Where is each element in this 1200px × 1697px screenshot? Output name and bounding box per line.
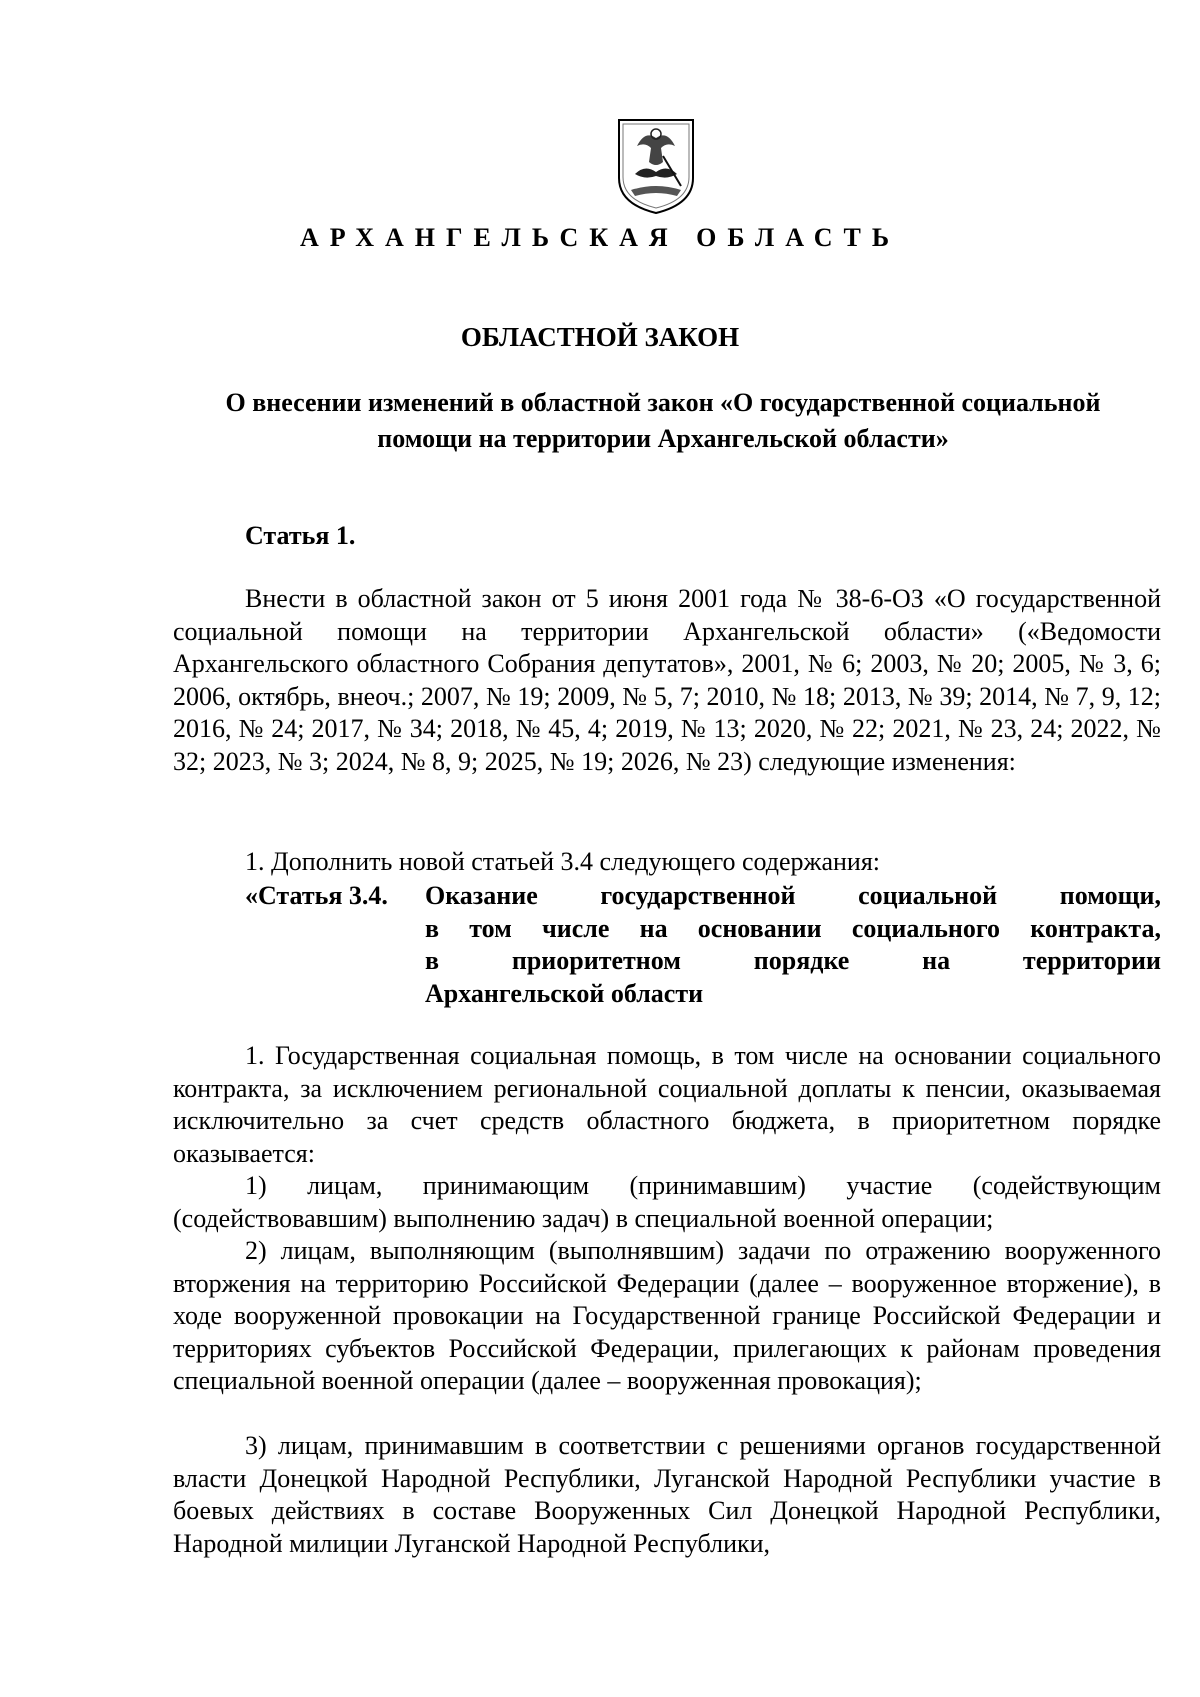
- new-article-title-line-2: в том числе на основании социального контракта,: [425, 913, 1161, 943]
- new-article-subitem-1: 1) лицам, принимающим (принимавшим) участие (содействующим (содействовавшим) выполнению задач) в специальной военной операции;: [173, 1171, 1161, 1233]
- new-article-subitem-2: 2) лицам, выполняющим (выполнявшим) задачи по отражению вооруженного вторжения на территорию Российской Федерации (далее – вооруженное вторжение), в ходе вооруженной провокации на Государственной границе Российской Федерации и территориях субъектов Российской Федерации, прилегающих к районам проведения специальной военной операции (далее – вооруженная провокация);: [173, 1236, 1161, 1395]
- new-article-label: «Статья 3.4.: [245, 881, 388, 910]
- coat-of-arms-icon: [615, 116, 697, 216]
- new-article-paragraph-1: 1. Государственная социальная помощь, в том числе на основании социального контракта, за исключением региональной социальной доплаты к пенсии, оказываемая исключительно за счет средств областного бюджета, в приоритетном порядке оказывается:: [173, 1041, 1161, 1168]
- article-1-intro: Внести в областной закон от 5 июня 2001 года № 38-6-ОЗ «О государственной социальной помощи на территории Архангельской области» («Ведомости Архангельского областного Собрания депутатов», 2001, № 6; 2003, № 20; 2005, № 3, 6; 2006, октябрь, внеоч.; 2007, № 19; 2009, № 5, 7; 2010, № 18; 2013, № 39; 2014, № 7, 9, 12; 2016, № 24; 2017, № 34; 2018, № 45, 4; 2019, № 13; 2020, № 22; 2021, № 23, 24; 2022, № 32; 2023, № 3; 2024, № 8, 9; 2025, № 19; 2026, № 23) следующие изменения:: [173, 584, 1161, 776]
- law-type-title: ОБЛАСТНОЙ ЗАКОН: [460, 322, 740, 352]
- new-article-title: [425, 880, 1161, 1010]
- new-article-title-line-1: Оказание государственной социальной помощи,: [425, 881, 1161, 910]
- article-1-heading: Статья 1.: [245, 521, 356, 550]
- new-article-title-line-3: в приоритетном порядке на территории: [425, 946, 1161, 975]
- region-name: АРХАНГЕЛЬСКАЯ ОБЛАСТЬ: [299, 223, 901, 252]
- law-title: [165, 385, 1161, 457]
- new-article-title-line-4: Архангельской области: [425, 978, 704, 1008]
- article-1-item-1: 1. Дополнить новой статьей 3.4 следующего содержания:: [245, 847, 881, 876]
- law-title-line-1: О внесении изменений в областной закон «О государственной социальной: [225, 388, 1101, 417]
- law-title-line-2: помощи на территории Архангельской области»: [377, 424, 949, 453]
- new-article-subitem-3: 3) лицам, принимавшим в соответствии с решениями органов государственной власти Донецкой Народной Республики, Луганской Народной Республики участие в боевых действиях в составе Вооруженных Сил Донецкой Народной Республики, Народной милиции Луганской Народной Республики,: [173, 1431, 1161, 1558]
